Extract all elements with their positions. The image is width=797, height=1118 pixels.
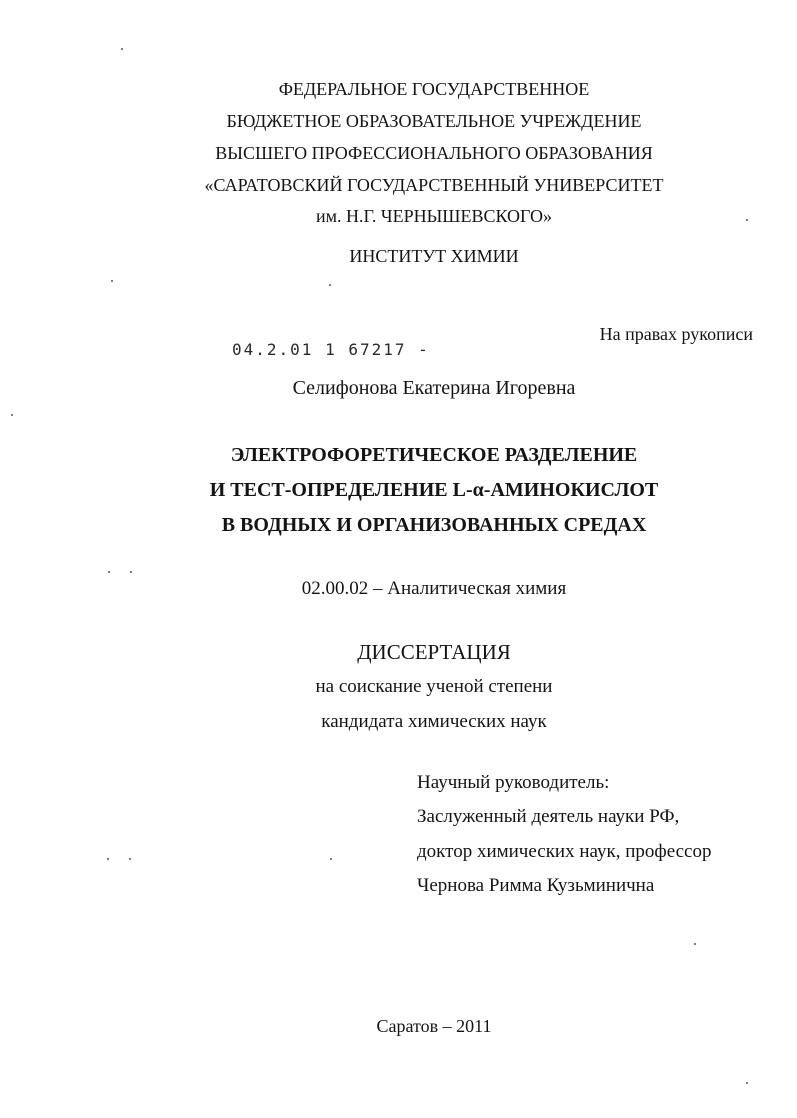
title-line-2: И ТЕСТ-ОПРЕДЕЛЕНИЕ L-α-АМИНОКИСЛОТ: [209, 479, 659, 501]
registration-stamp: 04.2.01 1 67217 -: [232, 340, 430, 359]
scan-speck: [129, 858, 131, 860]
supervisor-honorary-title: Заслуженный деятель науки РФ,: [417, 806, 680, 827]
scan-speck: [746, 1082, 748, 1084]
org-line-4: «САРАТОВСКИЙ ГОСУДАРСТВЕННЫЙ УНИВЕРСИТЕТ: [204, 175, 664, 195]
title-line-1: ЭЛЕКТРОФОРЕТИЧЕСКОЕ РАЗДЕЛЕНИЕ: [230, 444, 638, 466]
city-year: Саратов – 2011: [376, 1016, 492, 1036]
scan-speck: [107, 858, 109, 860]
title-line-3: В ВОДНЫХ И ОРГАНИЗОВАННЫХ СРЕДАХ: [221, 514, 647, 536]
org-line-1: ФЕДЕРАЛЬНОЕ ГОСУДАРСТВЕННОЕ: [278, 79, 590, 99]
org-line-2: БЮДЖЕТНОЕ ОБРАЗОВАТЕЛЬНОЕ УЧРЕЖДЕНИЕ: [226, 111, 642, 131]
author-name: Селифонова Екатерина Игоревна: [292, 377, 576, 399]
org-line-5: им. Н.Г. ЧЕРНЫШЕВСКОГО»: [316, 206, 552, 226]
scan-speck: [121, 48, 123, 50]
scan-speck: [108, 571, 110, 573]
scan-speck: [330, 858, 332, 860]
degree-line-1: на соискание ученой степени: [315, 676, 553, 697]
supervisor-degree: доктор химических наук, профессор: [417, 841, 712, 862]
scan-speck: [11, 414, 13, 416]
degree-line-2: кандидата химических наук: [321, 711, 547, 732]
manuscript-note: На правах рукописи: [599, 324, 753, 344]
scan-speck: [694, 943, 696, 945]
supervisor-name: Чернова Римма Кузьминична: [417, 875, 655, 896]
scan-speck: [329, 284, 331, 286]
scan-speck: [746, 219, 748, 221]
document-type: ДИССЕРТАЦИЯ: [357, 640, 511, 664]
supervisor-heading: Научный руководитель:: [417, 772, 610, 793]
scan-speck: [111, 280, 113, 282]
institute-name: ИНСТИТУТ ХИМИИ: [349, 246, 519, 266]
specialty-code: 02.00.02 – Аналитическая химия: [301, 578, 567, 599]
org-line-3: ВЫСШЕГО ПРОФЕССИОНАЛЬНОГО ОБРАЗОВАНИЯ: [215, 143, 653, 163]
scan-speck: [130, 571, 132, 573]
